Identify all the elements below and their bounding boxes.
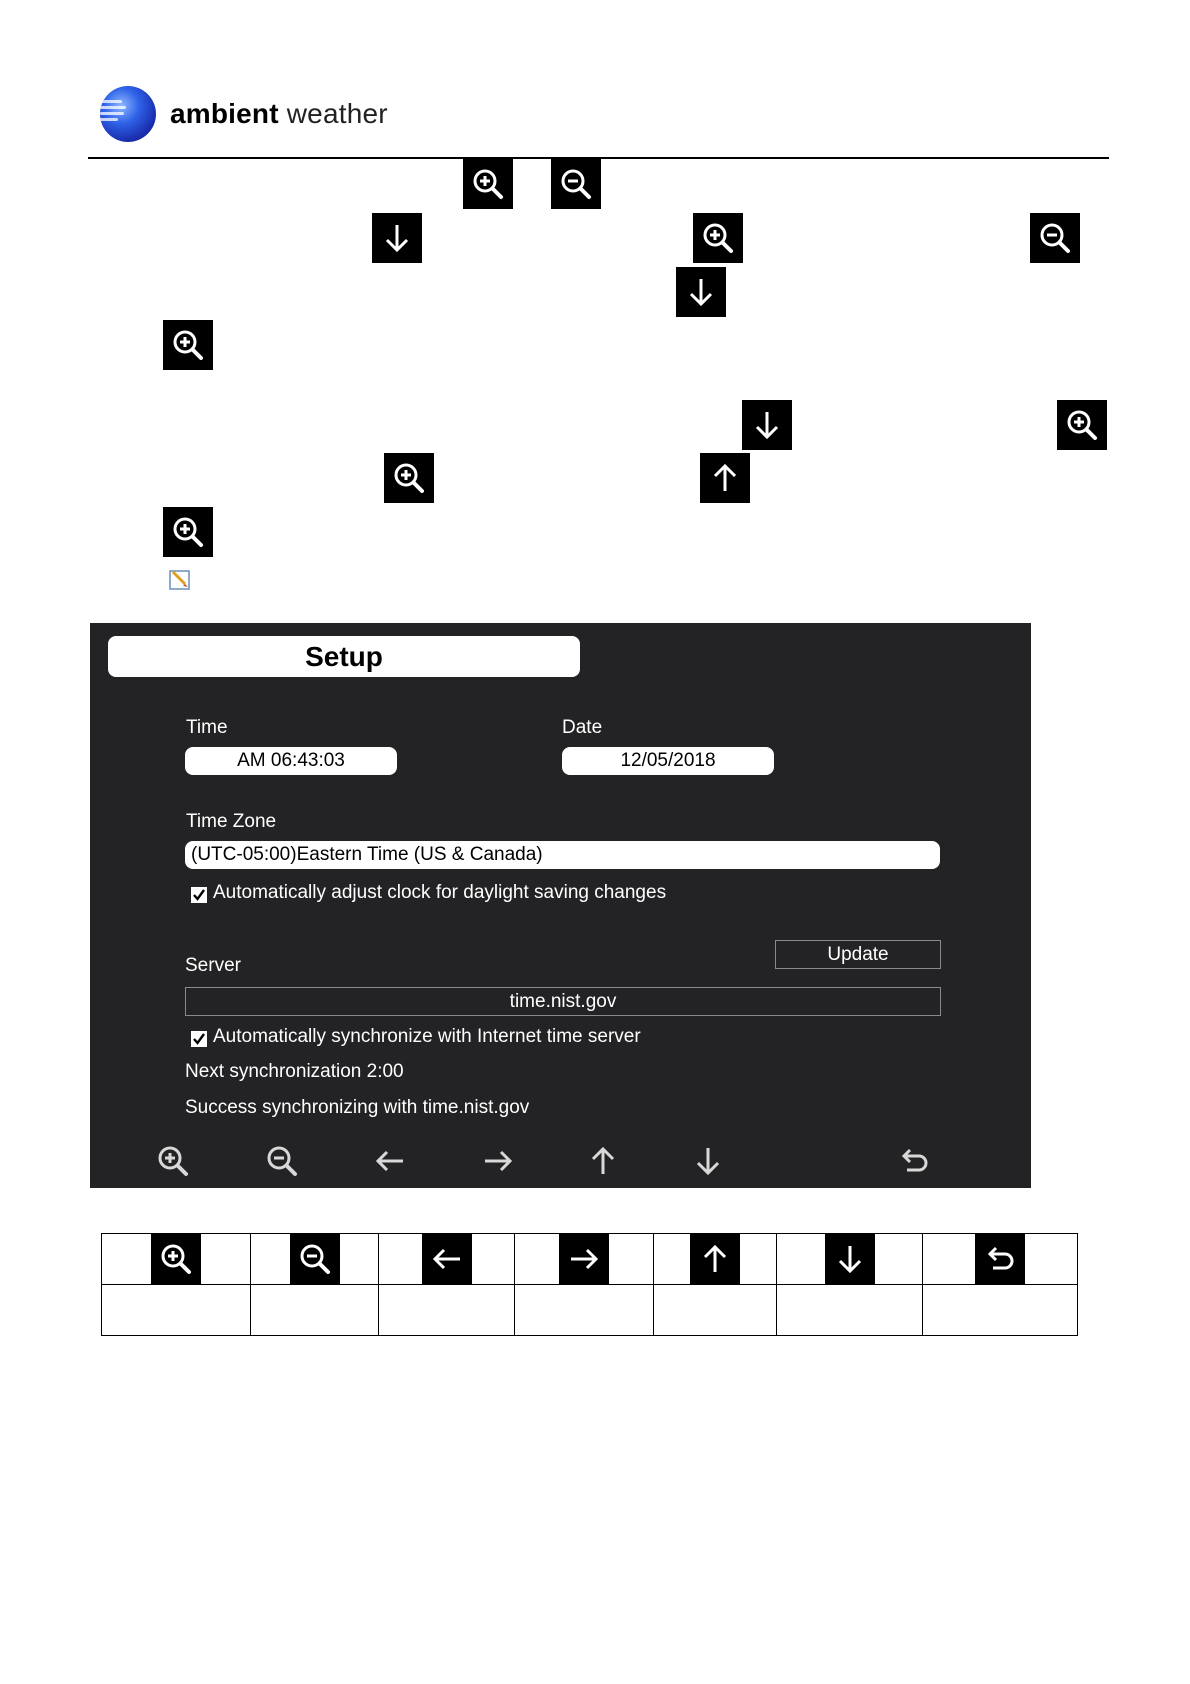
key-description	[923, 1285, 1078, 1336]
zoom-out-icon	[290, 1234, 340, 1284]
zoom-in-icon	[163, 507, 213, 557]
key-description	[654, 1285, 777, 1336]
sync-checkbox[interactable]	[191, 1031, 207, 1047]
zoom-in-icon[interactable]	[153, 1141, 193, 1181]
arrow-left-icon[interactable]	[370, 1141, 410, 1181]
setup-screen	[90, 623, 1031, 1188]
key-description	[251, 1285, 379, 1336]
zoom-in-icon	[1057, 400, 1107, 450]
next-sync-text: Next synchronization 2:00	[185, 1061, 404, 1082]
timezone-value: (UTC-05:00)Eastern Time (US & Canada)	[191, 844, 543, 865]
arrow-up-icon	[690, 1234, 740, 1284]
arrow-left-icon	[422, 1234, 472, 1284]
key-table	[101, 1233, 1078, 1336]
time-label: Time	[186, 717, 228, 738]
date-field[interactable]	[562, 747, 774, 775]
dst-checkbox-label: Automatically adjust clock for daylight saving changes	[213, 882, 667, 903]
arrow-down-icon	[372, 213, 422, 263]
setup-title: Setup	[305, 641, 383, 672]
zoom-out-icon	[1030, 213, 1080, 263]
zoom-in-icon	[151, 1234, 201, 1284]
arrow-down-icon	[825, 1234, 875, 1284]
zoom-in-icon	[163, 320, 213, 370]
setup-title-bar	[108, 636, 580, 677]
update-button[interactable]	[775, 940, 941, 969]
brand-name: ambient weather	[170, 98, 388, 129]
zoom-in-icon	[693, 213, 743, 263]
arrow-right-icon	[559, 1234, 609, 1284]
checkmark-icon	[192, 888, 206, 902]
arrow-down-icon	[742, 400, 792, 450]
arrow-right-icon[interactable]	[478, 1141, 518, 1181]
sync-status-text: Success synchronizing with time.nist.gov	[185, 1097, 530, 1118]
zoom-out-icon	[551, 159, 601, 209]
arrow-up-icon[interactable]	[583, 1141, 623, 1181]
key-description	[777, 1285, 923, 1336]
time-value: AM 06:43:03	[237, 750, 345, 771]
zoom-in-icon	[463, 159, 513, 209]
arrow-down-icon[interactable]	[688, 1141, 728, 1181]
zoom-in-icon	[384, 453, 434, 503]
zoom-out-icon[interactable]	[262, 1141, 302, 1181]
arrow-down-icon	[676, 267, 726, 317]
note-icon	[168, 567, 192, 591]
checkmark-icon	[192, 1032, 206, 1046]
sync-checkbox-label: Automatically synchronize with Internet time server	[213, 1026, 641, 1047]
time-field[interactable]	[185, 747, 397, 775]
return-icon	[975, 1234, 1025, 1284]
key-description	[379, 1285, 515, 1336]
key-table-description-row	[102, 1285, 1078, 1336]
timezone-label: Time Zone	[186, 811, 277, 832]
key-description	[515, 1285, 654, 1336]
key-table-icon-row	[102, 1234, 1078, 1285]
timezone-select[interactable]	[185, 841, 940, 869]
server-input[interactable]	[185, 987, 941, 1016]
dst-checkbox[interactable]	[191, 887, 207, 903]
ambient-weather-logo	[100, 86, 156, 142]
date-label: Date	[562, 717, 603, 738]
return-icon[interactable]	[894, 1141, 934, 1181]
server-value: time.nist.gov	[509, 991, 617, 1012]
date-value: 12/05/2018	[620, 750, 716, 771]
server-label: Server	[185, 955, 241, 976]
update-button-label: Update	[827, 944, 889, 965]
key-description	[102, 1285, 251, 1336]
arrow-up-icon	[700, 453, 750, 503]
